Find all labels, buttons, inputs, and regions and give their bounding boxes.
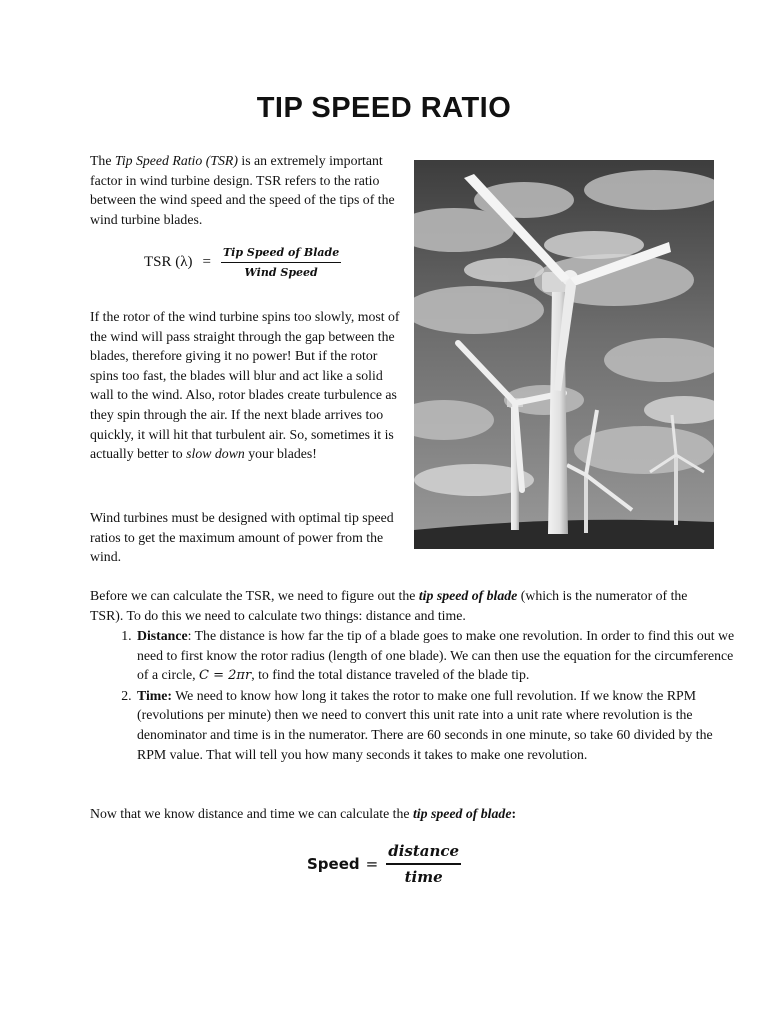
fraction-bar xyxy=(221,262,341,263)
tsr-formula-lhs: TSR (λ) xyxy=(144,254,193,270)
tsr-fraction xyxy=(221,246,341,279)
circumference-equation: C = 2πr xyxy=(199,668,252,684)
speed-formula-equals: = xyxy=(365,854,379,873)
slow-down-emphasis: slow down xyxy=(186,446,245,462)
step-distance: 1. Distance: The distance is how far the tip of a blade goes to make one revolution. In order to find this out we need to first know the rotor radius (length of one blade). We can then use the equation for the circumference of a circle, C = 2πr, to find the total distance traveled of the blade tip. xyxy=(135,626,735,686)
speed-formula-lhs: Speed xyxy=(307,854,360,873)
page-title: TIP SPEED RATIO xyxy=(256,92,512,124)
tsr-term: Tip Speed Ratio (TSR) xyxy=(114,153,238,168)
wind-turbines-photo xyxy=(414,160,714,549)
rotor-speed-paragraph: If the rotor of the wind turbine spins too slowly, most of the wind will pass straight through the gap between the blades, therefore giving it no power! But if the rotor spins too fast, the blades will blur and act like a solid wall to the wind. Also, rotor blades create turbulence as they spin through the air. If the next blade arrives too quickly, it will hit that turbulent air. So, sometimes it is actually better to slow down your blades! xyxy=(90,309,400,462)
step-label: Time: xyxy=(137,687,172,703)
step-time: 2. Time: We need to know how long it takes the rotor to make one full revolution. If we know the RPM (revolutions per minute) then we need to convert this unit rate into a unit rate where revolution is the denominator and time is in the numerator. There are 60 seconds in one minute, so take 60 divided by the RPM value. That will tell you how many seconds it takes to make one revolution. xyxy=(135,686,735,764)
tsr-formula xyxy=(144,246,341,279)
tsr-denominator: Wind Speed xyxy=(244,266,318,279)
step-label: Distance xyxy=(137,628,188,643)
optimal-tsr-paragraph: Wind turbines must be designed with optimal tip speed ratios to get the maximum amount of power from the wind. xyxy=(90,510,394,565)
fraction-bar xyxy=(386,863,461,865)
speed-denominator: time xyxy=(404,867,443,886)
intro-paragraph: The Tip Speed Ratio (TSR) is an extremely important factor in wind turbine design. TSR refers to the ratio between the wind speed and the speed of the tips of the wind turbine blades. xyxy=(90,153,395,227)
calculate-tsr-paragraph: Before we can calculate the TSR, we need to figure out the tip speed of blade (which is the numerator of the TSR). To do this we need to calculate two things: distance and time. xyxy=(90,588,688,623)
tip-speed-emphasis: tip speed of blade xyxy=(412,806,512,821)
tsr-numerator: Tip Speed of Blade xyxy=(223,246,340,259)
speed-fraction xyxy=(386,842,461,886)
tip-speed-emphasis: tip speed of blade xyxy=(418,588,518,603)
speed-numerator: distance xyxy=(388,842,460,860)
steps-list xyxy=(90,626,735,764)
tip-speed-intro: Now that we know distance and time we can calculate the tip speed of blade: xyxy=(90,806,517,821)
speed-formula xyxy=(307,842,461,886)
tsr-formula-equals: = xyxy=(202,254,211,270)
